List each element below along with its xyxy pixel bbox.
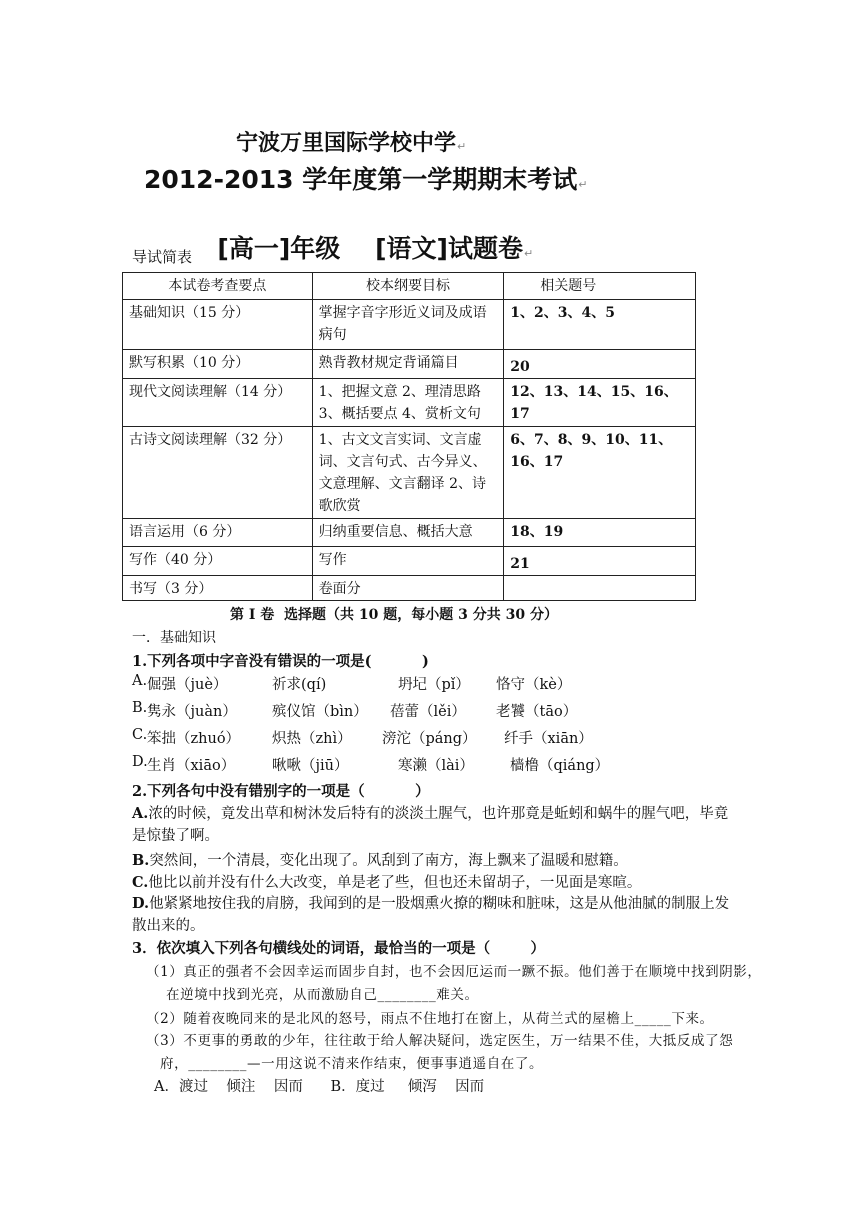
option-item: 坍圮（pǐ）: [398, 677, 470, 693]
guide-col-focus: 本试卷考查要点: [123, 273, 313, 300]
cell-focus: 基础知识（15 分）: [123, 300, 313, 350]
option-item: 蓓蕾（lěi）: [390, 704, 466, 720]
exam-title-text: 2012-2013 学年度第一学期期末考试: [144, 165, 578, 194]
option-item: 生肖（xiāo）: [147, 758, 236, 774]
q2-option-d: [132, 893, 737, 937]
option-text: 浓的时候，竟发出草和树沐发后特有的淡淡土腥气，也许那竟是蚯蚓和蜗牛的腥气吧，毕竟是惊蛰了啊。: [132, 806, 729, 844]
return-mark-icon: ↵: [457, 140, 467, 153]
cell-questions: 1、2、3、4、5: [504, 300, 696, 350]
table-row: [123, 350, 696, 379]
guide-header-row: [123, 273, 696, 300]
table-row: [123, 427, 696, 519]
cell-focus: 现代文阅读理解（14 分）: [123, 379, 313, 427]
table-row: [123, 379, 696, 427]
cell-questions: 12、13、14、15、16、17: [504, 379, 696, 427]
option-item: 笨拙（zhuó）: [147, 731, 241, 747]
option-label: D.: [132, 895, 150, 912]
q3-sentence-2: （2）随着夜晚同来的是北风的怒号，雨点不住地打在窗上，从荷兰式的屋檐上_____下来。: [146, 1011, 714, 1027]
cell-questions: [504, 576, 696, 601]
cell-focus: 默写积累（10 分）: [123, 350, 313, 379]
cell-questions: 21: [504, 547, 696, 576]
q3-stem: 3．依次填入下列各句横线处的词语，最恰当的一项是（ ）: [132, 940, 545, 957]
option-text: 突然间，一个清晨，变化出现了。风刮到了南方，海上飘来了温暖和慰籍。: [149, 853, 628, 869]
cell-goal: 1、把握文意 2、理清思路 3、概括要点 4、赏析文句: [312, 379, 504, 427]
q2-option-c: [132, 871, 641, 892]
cell-questions: 6、7、8、9、10、11、16、17: [504, 427, 696, 519]
option-label: C.: [132, 727, 148, 743]
q3-sentence-3: （3）不更事的勇敢的少年，往往敢于给人解决疑问，选定医生，万一结果不佳，大抵反成了怨府，________—一用这说不清来作结束，便事事逍遥自在了。: [146, 1033, 734, 1072]
option-item: 纤手（xiān）: [504, 731, 593, 747]
cell-goal: 掌握字音字形近义词及成语病句: [312, 300, 504, 350]
option-item: 寒濑（lài）: [398, 758, 474, 774]
option-label: B.: [132, 700, 148, 716]
option-label: B.: [132, 852, 150, 869]
exam-title: [144, 160, 587, 196]
option-item: 恪守（kè）: [496, 677, 572, 693]
cell-focus: 写作（40 分）: [123, 547, 313, 576]
cell-goal: 写作: [312, 547, 504, 576]
cell-questions: 20: [504, 350, 696, 379]
part-one-heading: 一．基础知识: [132, 630, 216, 646]
option-item: 炽热（zhì）: [272, 731, 352, 747]
option-label: A.: [132, 805, 149, 822]
option-item: 殡仪馆（bìn）: [272, 704, 368, 720]
option-item: 啾啾（jiū）: [272, 758, 349, 774]
cell-focus: 古诗文阅读理解（32 分）: [123, 427, 313, 519]
option-item: 老饕（tāo）: [496, 704, 578, 720]
cell-goal: 熟背教材规定背诵篇目: [312, 350, 504, 379]
cell-goal: 卷面分: [312, 576, 504, 601]
q2-option-b: [132, 849, 628, 870]
subject-line: [200, 200, 533, 265]
guide-title: 导试简表: [132, 248, 193, 266]
table-row: [123, 576, 696, 601]
q3-choices: A．渡过 倾注 因而 B．度过 倾泻 因而: [154, 1079, 485, 1095]
option-label: D.: [132, 754, 148, 770]
cell-goal: 1、古文文言实词、文言虚词、文言句式、古今异义、文意理解、文言翻译 2、诗歌欣赏: [312, 427, 504, 519]
option-text: 他比以前并没有什么大改变，单是老了些，但也还未留胡子，一见面是寒暄。: [148, 875, 642, 891]
option-item: 樯橹（qiáng）: [510, 758, 610, 774]
option-item: 倔强（juè）: [147, 677, 228, 693]
cell-focus: 书写（3 分）: [123, 576, 313, 601]
cell-focus: 语言运用（6 分）: [123, 519, 313, 547]
guide-table: [122, 272, 696, 601]
table-row: [123, 519, 696, 547]
option-label: A.: [132, 673, 148, 689]
return-mark-icon: ↵: [523, 247, 534, 260]
q2-stem: 2.下列各句中没有错别字的一项是（ ）: [132, 783, 430, 800]
q1-stem: 1.下列各项中字音没有错误的一项是( ): [132, 653, 429, 670]
option-item: 隽永（juàn）: [147, 704, 237, 720]
option-item: 祈求(qí): [272, 677, 327, 693]
section-title: 第 I 卷 选择题（共 10 题，每小题 3 分共 30 分）: [230, 607, 558, 623]
return-mark-icon: ↵: [578, 178, 588, 191]
cell-goal: 归纳重要信息、概括大意: [312, 519, 504, 547]
table-row: [123, 300, 696, 350]
table-row: [123, 547, 696, 576]
guide-col-goal: 校本纲要目标: [312, 273, 504, 300]
subject-line-text: [高一]年级 [语文]试题卷: [217, 234, 523, 263]
cell-questions: 18、19: [504, 519, 696, 547]
school-name: [236, 126, 466, 157]
option-text: 他紧紧地按住我的肩膀，我闻到的是一股烟熏火撩的糊味和脏味，这是从他油腻的制服上发散出来的。: [132, 896, 730, 934]
q2-option-a: [132, 803, 737, 847]
guide-col-questions: 相关题号: [504, 273, 696, 300]
school-text: 宁波万里国际学校中学: [236, 131, 457, 156]
option-item: 滂沱（páng）: [382, 731, 477, 747]
q3-sentence-1: （1）真正的强者不会因幸运而固步自封，也不会因厄运而一蹶不振。他们善于在顺境中找到阴影，在逆境中找到光亮，从而激励自己________难关。: [146, 964, 762, 1003]
option-label: C.: [132, 874, 149, 891]
